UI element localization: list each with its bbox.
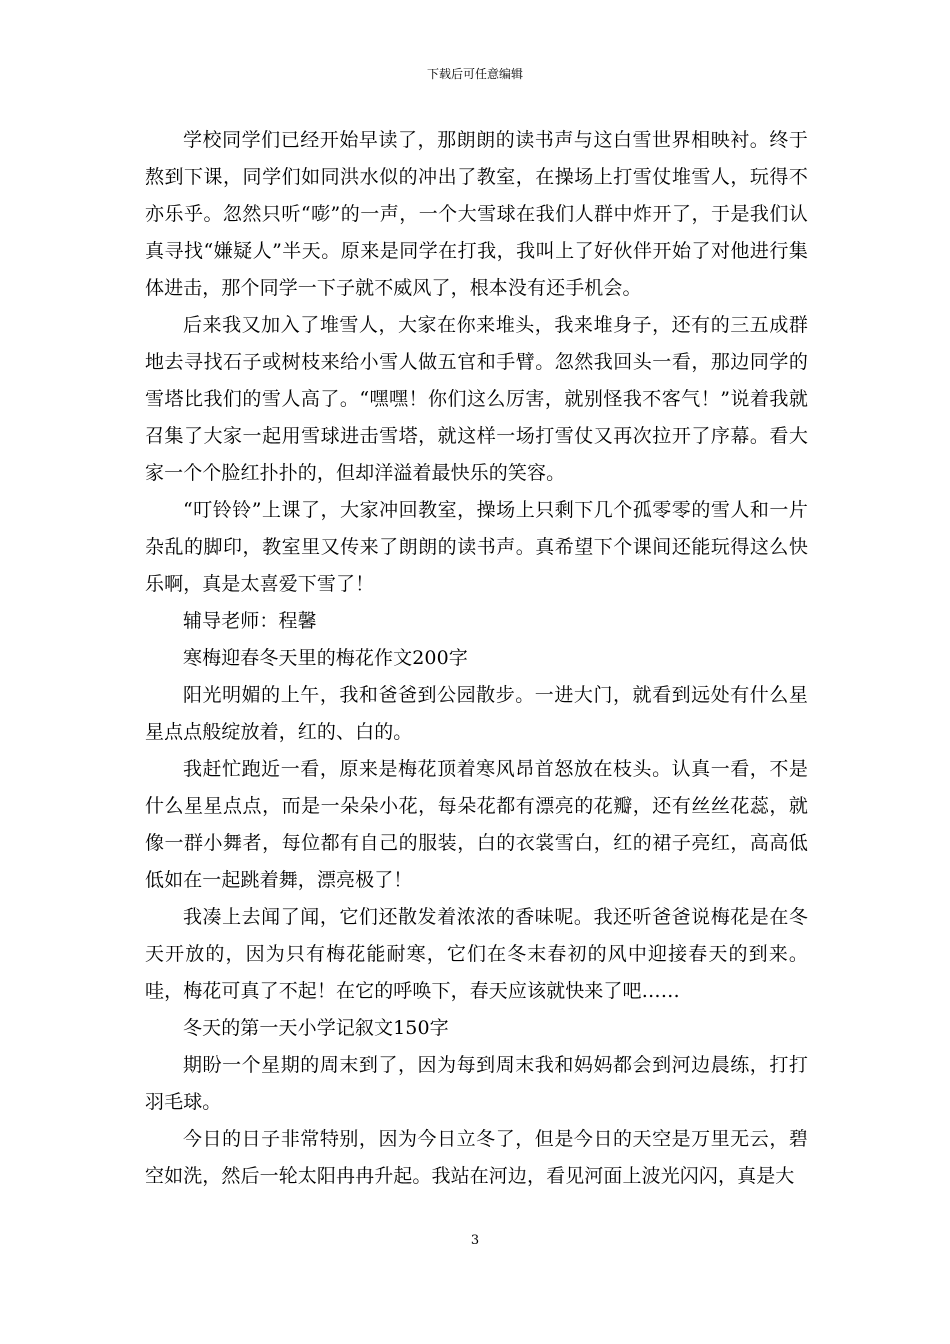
page-header: 下载后可任意编辑 xyxy=(426,67,523,81)
section-title: 冬天的第一天小学记叙文150字 xyxy=(183,1017,449,1039)
document-body xyxy=(145,122,808,1195)
paragraph: 期盼一个星期的周末到了，因为每到周末我和妈妈都会到河边晨练，打打羽毛球。 xyxy=(145,1054,808,1113)
page-number: 3 xyxy=(470,1233,480,1248)
paragraph: 我赶忙跑近一看，原来是梅花顶着寒风昂首怒放在枝头。认真一看，不是什么星星点点，而是一朵朵小花，每朵花都有漂亮的花瓣，还有丝丝花蕊，就像一群小舞者，每位都有自己的服装，白的衣裳雪白，红的裙子亮红，高高低低如在一起跳着舞，漂亮极了！ xyxy=(145,758,808,891)
paragraph: “叮铃铃”上课了，大家冲回教室，操场上只剩下几个孤零零的雪人和一片杂乱的脚印，教室里又传来了朗朗的读书声。真希望下个课间还能玩得这么快乐啊，真是太喜爱下雪了！ xyxy=(145,499,808,595)
paragraph: 后来我又加入了堆雪人，大家在你来堆头，我来堆身子，还有的三五成群地去寻找石子或树枝来给小雪人做五官和手臂。忽然我回头一看，那边同学的雪塔比我们的雪人高了。“嘿嘿！你们这么厉害，就别怪我不客气！”说着我就召集了大家一起用雪球进击雪塔，就这样一场打雪仗又再次拉开了序幕。看大家一个个脸红扑扑的，但却洋溢着最快乐的笑容。 xyxy=(145,314,808,484)
paragraph: 学校同学们已经开始早读了，那朗朗的读书声与这白雪世界相映衬。终于熬到下课，同学们如同洪水似的冲出了教室，在操场上打雪仗堆雪人，玩得不亦乐乎。忽然只听“嘭”的一声，一个大雪球在我们人群中炸开了，于是我们认真寻找“嫌疑人”半天。原来是同学在打我，我叫上了好伙伴开始了对他进行集体进击，那个同学一下子就不威风了，根本没有还手机会。 xyxy=(145,129,808,299)
teacher-credit: 辅导老师：程馨 xyxy=(183,610,317,632)
section-title: 寒梅迎春冬天里的梅花作文200字 xyxy=(183,647,468,669)
paragraph: 阳光明媚的上午，我和爸爸到公园散步。一进大门，就看到远处有什么星星点点般绽放着，红的、白的。 xyxy=(145,684,808,743)
paragraph: 我凑上去闻了闻，它们还散发着浓浓的香味呢。我还听爸爸说梅花是在冬天开放的，因为只有梅花能耐寒，它们在冬末春初的风中迎接春天的到来。哇，梅花可真了不起！在它的呼唤下，春天应该就快来了吧…… xyxy=(145,906,808,1002)
paragraph: 今日的日子非常特别，因为今日立冬了，但是今日的天空是万里无云，碧空如洗，然后一轮太阳冉冉升起。我站在河边，看见河面上波光闪闪，真是大 xyxy=(145,1128,808,1187)
